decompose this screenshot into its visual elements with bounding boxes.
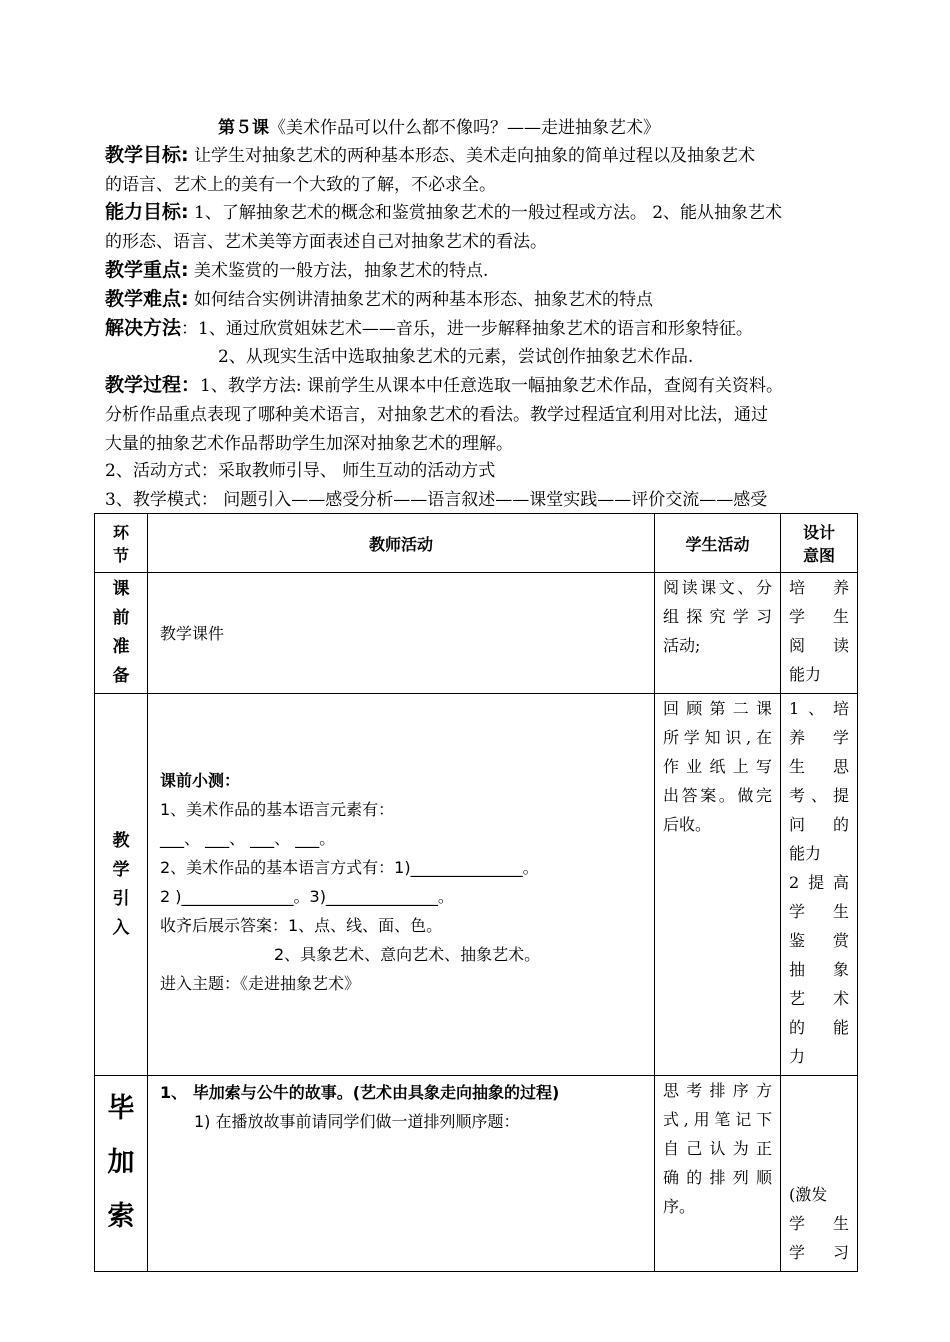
table-row (95, 694, 858, 1076)
lesson-title: 《美术作品可以什么都不像吗？——走进抽象艺术》 (269, 118, 660, 138)
design-intro-line: 力 (789, 1047, 806, 1066)
ability-line2: 的形态、语言、艺术美等方面表述自己对抽象艺术的看法。 (105, 232, 547, 252)
stage-intro-char: 入 (112, 917, 130, 938)
header-stage-1: 环 (112, 523, 129, 542)
stage-prep-char: 备 (112, 666, 130, 686)
stage-intro (95, 694, 148, 1076)
answer-1: 收齐后展示答案：1、点、线、面、色。 (160, 916, 443, 935)
teaching-mode (105, 486, 850, 515)
answer-2: 2、具象艺术、意向艺术、抽象艺术。 (274, 945, 541, 964)
design-intro-line: 1、培 (789, 699, 849, 718)
key-label: 教学重点: (105, 259, 189, 281)
goal-line2: 的语言、艺术上的美有一个大致的了解，不必求全。 (105, 175, 496, 195)
quiz-title: 课前小测： (160, 771, 241, 790)
design-intro (781, 694, 858, 1076)
diff-text: 如何结合实例讲清抽象艺术的两种基本形态、抽象艺术的特点 (188, 290, 654, 310)
student-picasso-line: 思考排序方 (663, 1081, 772, 1100)
table-header-row (95, 514, 858, 573)
page-title (218, 113, 660, 138)
diff-label: 教学难点: (105, 288, 189, 310)
design-intro-line: 考、提 (789, 786, 849, 805)
ability-label: 能力目标: (105, 201, 189, 223)
goal-line1: 让学生对抽象艺术的两种基本形态、美术走向抽象的简单过程以及抽象艺术 (188, 146, 756, 166)
activity-mode (105, 457, 850, 486)
teaching-goal (105, 141, 850, 200)
picasso-story: 1、 毕加索与公牛的故事。(艺术由具象走向抽象的过程) (160, 1083, 560, 1102)
student-picasso-line: 式,用笔记下 (663, 1110, 772, 1129)
stage-picasso (95, 1076, 148, 1272)
header-teacher: 教师活动 (148, 514, 655, 573)
stage-intro-char: 引 (112, 888, 130, 909)
picasso-order-task: 1) 在播放故事前请同学们做一道排列顺序题： (194, 1112, 520, 1131)
student-intro-line: 出答案。做完 (663, 786, 772, 805)
method-text2: 2、从现实生活中选取抽象艺术的元素，尝试创作抽象艺术作品. (218, 347, 694, 367)
ability-goal (105, 198, 850, 257)
lesson-number: 第５课 (218, 118, 269, 138)
design-intro-line: 养 学 (789, 728, 849, 747)
teacher-prep-text: 教学课件 (160, 623, 225, 643)
design-intro-line: 鉴 赏 (789, 931, 849, 950)
solution-method-2 (218, 343, 950, 372)
table-row (95, 1076, 858, 1272)
method-label: 解决方法 (105, 317, 182, 339)
teacher-prep (148, 573, 655, 694)
process-label: 教学过程： (105, 374, 201, 396)
student-intro-line: 所学知识,在 (663, 728, 772, 747)
student-picasso (655, 1076, 781, 1272)
stage-picasso-char: 索 (107, 1201, 135, 1232)
student-picasso-line: 确的排列顺 (663, 1168, 772, 1187)
stage-intro-char: 学 (112, 859, 130, 880)
stage-prep-char: 课 (112, 579, 130, 599)
design-picasso-line: (激发 (789, 1185, 828, 1204)
design-prep-line: 能力 (789, 665, 822, 684)
activity-text: 2、活动方式：采取教师引导、 师生互动的活动方式 (105, 461, 496, 481)
stage-prep (95, 573, 148, 694)
stage-picasso-char: 加 (107, 1147, 135, 1178)
header-stage (95, 514, 148, 573)
header-design-1: 设计 (802, 523, 835, 542)
design-intro-line: 抽 象 (789, 960, 849, 979)
header-design (781, 514, 858, 573)
process-line2: 分析作品重点表现了哪种美术语言，对抽象艺术的看法。教学过程适宜利用对比法，通过 (105, 405, 768, 425)
header-stage-2: 节 (112, 546, 129, 565)
mode-text: 3、教学模式： 问题引入——感受分析——语言叙述——课堂实践——评价交流——感受 (105, 490, 768, 510)
solution-method (105, 314, 850, 344)
student-prep-line: 组探究学习 (663, 607, 772, 626)
teacher-picasso (148, 1076, 655, 1272)
design-intro-line: 的 能 (789, 1018, 849, 1037)
teacher-intro (148, 694, 655, 1076)
lesson-table (94, 513, 858, 1272)
quiz-q2: 2、美术作品的基本语言方式有：1)______________。 (160, 858, 539, 877)
design-intro-line: 艺 术 (789, 989, 849, 1008)
design-intro-line: 学 生 (789, 902, 849, 921)
design-prep-line: 学 生 (789, 607, 849, 626)
student-picasso-line: 自己认为正 (663, 1139, 772, 1158)
stage-prep-char: 准 (112, 637, 130, 657)
stage-prep-char: 前 (112, 608, 130, 628)
header-design-2: 意图 (802, 546, 835, 565)
design-intro-line: 生 思 (789, 757, 849, 776)
stage-picasso-char: 毕 (107, 1093, 135, 1124)
student-intro (655, 694, 781, 1076)
quiz-q1-blanks: ___、 ___、 ___、 ___。 (160, 829, 336, 848)
student-picasso-line: 序。 (663, 1197, 696, 1216)
process-line3: 大量的抽象艺术作品帮助学生加深对抽象艺术的理解。 (105, 434, 513, 454)
student-intro-line: 作业纸上写 (663, 757, 772, 776)
enter-topic: 进入主题：《走进抽象艺术》 (160, 974, 361, 993)
method-text1: ：1、通过欣赏姐妹艺术——音乐，进一步解释抽象艺术的语言和形象特征。 (181, 319, 753, 339)
student-intro-line: 回顾第二课 (663, 699, 772, 718)
design-prep (781, 573, 858, 694)
design-picasso-line: 学 生 (789, 1214, 849, 1233)
design-picasso (781, 1076, 858, 1272)
header-student: 学生活动 (655, 514, 781, 573)
teaching-process (105, 371, 850, 459)
difficulty (105, 285, 850, 315)
student-prep-line: 阅读课文、分 (663, 578, 772, 597)
student-prep (655, 573, 781, 694)
process-line1: 1、教学方法: 课前学生从课本中任意选取一幅抽象艺术作品，查阅有关资料。 (200, 376, 783, 396)
stage-intro-char: 教 (112, 830, 130, 851)
design-intro-line: 2提高 (789, 873, 849, 892)
design-prep-line: 阅 读 (789, 636, 849, 655)
ability-line1: 1、了解抽象艺术的概念和鉴赏抽象艺术的一般过程或方法。 2、能从抽象艺术 (188, 203, 783, 223)
goal-label: 教学目标: (105, 144, 189, 166)
student-intro-line: 后收。 (663, 815, 712, 834)
student-prep-line: 活动; (663, 636, 701, 655)
quiz-q2b: 2 )______________。3)______________。 (160, 887, 454, 906)
design-intro-line: 问 的 (789, 815, 849, 834)
quiz-q1: 1、美术作品的基本语言元素有： (160, 800, 395, 819)
table-row (95, 573, 858, 694)
key-point (105, 256, 850, 286)
design-picasso-line: 学 习 (789, 1243, 849, 1262)
design-prep-line: 培 养 (789, 578, 849, 597)
key-text: 美术鉴赏的一般方法，抽象艺术的特点. (188, 261, 489, 281)
design-intro-line: 能力 (789, 844, 822, 863)
